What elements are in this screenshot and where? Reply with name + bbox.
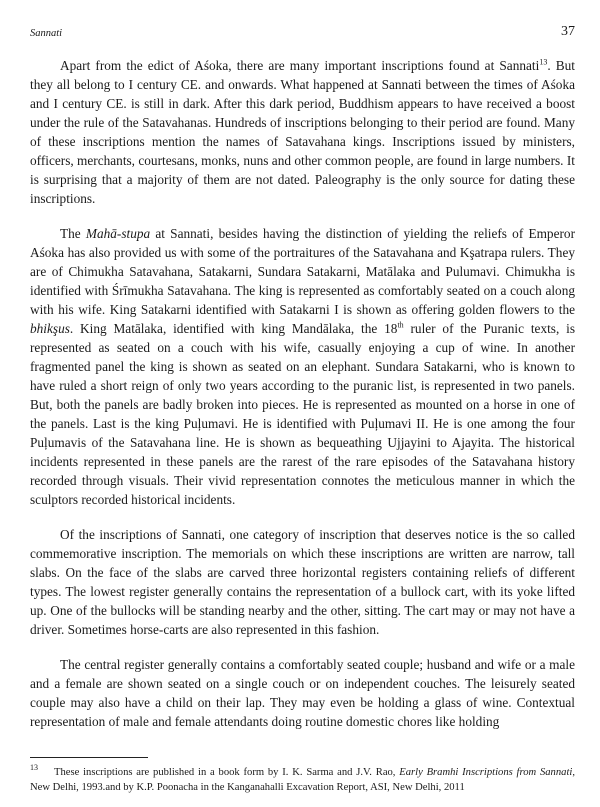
paragraph-1-text-b: . But they all belong to I century CE. and onwards. What happened at Sannati between the times of Aśoka and I century CE. is still in dark. After this dark period, Buddhism appears to have received a boost under the rule of the Satavahanas. Hundreds of inscriptions belonging to their period are found. Many of these inscriptions mention the names of Satavahana kings. Inscriptions issued by ministers, officers, merchants, courtesans, monks, nuns and other common people, are found in large numbers. It is surprising that a majority of them are not dated. Paleography is the only source for dating these inscriptions. xyxy=(30,58,575,206)
paragraph-2-seg-1: The xyxy=(60,226,86,241)
running-header xyxy=(30,20,575,42)
term-maha-stupa: Mahā-stupa xyxy=(85,226,151,241)
footnote-reference[interactable]: 13 xyxy=(539,57,548,67)
footnote-text-a: These inscriptions are published in a book form by I. K. Sarma and J.V. Rao, xyxy=(54,767,400,778)
paragraph-3: Of the inscriptions of Sannati, one category of inscription that deserves notice is the so called commemorative inscription. The memorials on which these inscriptions are written are narrow, tall slabs. On the face of the slabs are carved three horizontal registers containing reliefs of different types. The lowest register generally contains the representation of a bullock cart, with its yoke lifted up. One of the bullocks will be standing nearby and the other, sitting. The cart may or may not have a driver. Sometimes horse-carts are also represented in this fashion. xyxy=(30,527,575,637)
footnote xyxy=(30,765,575,795)
term-bhiksus: bhikşus xyxy=(30,321,70,336)
paragraph-2 xyxy=(30,224,575,509)
paragraph-2-seg-2: at Sannati, besides having the distinction of yielding the reliefs of Emperor Aśoka has also provided us with some of the portraitures of the Satavahana and Kşatrapa rulers. They are of Chimukha Satavahana, Satakarni, Sundara Satakarni, Matālaka and Pulumavi. Chimukha is identified with Śrīmukha Satavahana. The king is represented as comfortably seated on a couch along with his wife. King Satakarni identified with Satakarni I is shown as offering golden flowers to the xyxy=(30,226,575,317)
page-number: 37 xyxy=(561,24,575,39)
paragraph-1-text-a: Apart from the edict of Aśoka, there are many important inscriptions found at Sannati xyxy=(60,58,540,73)
ordinal-suffix: th xyxy=(397,320,404,330)
page-body xyxy=(30,20,575,731)
footnote-divider xyxy=(30,757,148,758)
paragraph-2-seg-4: ruler of the Puranic texts, is represented as seated on a couch with his wife, casually enjoying a cup of wine. In another fragmented panel the king is shown as seated on an elephant. Sundara Satakarni, who is known to have ruled a short reign of only two years according to the puranic list, is represented in two panels. But, both the panels are badly broken into pieces. He is represented as mounted on a horse in one of the panels. Last is the king Puļumavi. He is identified with Puļumavi II. He is one among the four Puļumavis of the Satavahana line. He is shown as bequeathing Ujjayini to Ajayita. The historical incidents represented in these panels are the rarest of the rare episodes of the Satavahana history recorded through visuals. Their vivid representation connotes the meticulous manner in which the sculptors recorded historical incidents. xyxy=(30,321,575,507)
running-title: Sannati xyxy=(30,28,63,39)
paragraph-1 xyxy=(30,56,575,208)
paragraph-2-seg-3: . King Matālaka, identified with king Mandālaka, the 18 xyxy=(69,321,398,336)
paragraph-4: The central register generally contains a comfortably seated couple; husband and wife or a male and a female are shown seated on a single couch or on independent couches. The leisurely seated couple may also have a child on their lap. They may even be holding a glass of wine. Contextual representation of male and female attendants doing routine domestic chores like holding xyxy=(30,657,575,729)
footnote-book-title: Early Bramhi Inscriptions from Sannati xyxy=(399,767,573,778)
footnote-text-b: , New Delhi, 1993.and by K.P. Poonacha in the Kanganahalli Excavation Report, ASI, New Delhi, 2011 xyxy=(30,767,575,793)
footnote-mark: 13 xyxy=(30,763,38,773)
